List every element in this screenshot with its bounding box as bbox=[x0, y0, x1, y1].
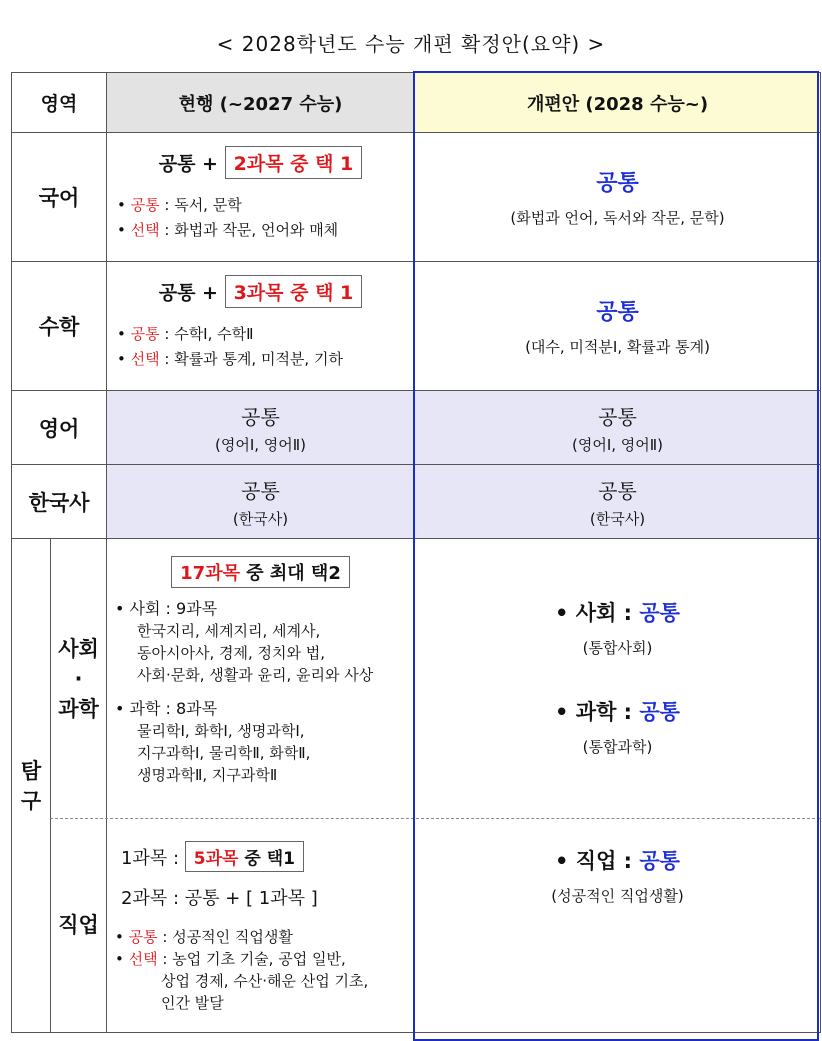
sub-area-science-label: 과학 bbox=[58, 696, 99, 721]
area-inquiry-char1: 탐 bbox=[20, 758, 42, 783]
math-new bbox=[415, 262, 821, 391]
korean-cur-prefix: 공통 + bbox=[158, 152, 225, 175]
new-social-sub: (통합사회) bbox=[582, 639, 653, 657]
vocational-select-line2: 상업 경제, 수산·해운 산업 기초, bbox=[161, 971, 369, 990]
vocational-new bbox=[415, 819, 821, 1033]
sub-area-vocational bbox=[51, 819, 107, 1033]
science-list-1: 물리학Ⅰ, 화학Ⅰ, 생명과학Ⅰ, bbox=[137, 722, 305, 740]
korean-bullet-select: • 선택 : 화법과 작문, 언어와 매체 bbox=[117, 220, 339, 239]
area-inquiry bbox=[12, 539, 51, 1033]
math-new-main: 공통 bbox=[596, 300, 639, 325]
math-bullet-select: • 선택 : 확률과 통계, 미적분, 기하 bbox=[117, 349, 343, 368]
vocational-bullet-common: • 공통 : 성공적인 직업생활 bbox=[115, 927, 293, 946]
sub-area-social-label: 사회 bbox=[58, 636, 99, 661]
math-bullet-common: • 공통 : 수학Ⅰ, 수학Ⅱ bbox=[117, 324, 254, 343]
social-science-box: 17과목 중 최대 택2 bbox=[171, 556, 350, 588]
header-current: 현행 (~2027 수능) bbox=[107, 73, 415, 133]
social-list-3: 사회·문화, 생활과 윤리, 윤리와 사상 bbox=[137, 666, 374, 684]
english-new-sub: (영어Ⅰ, 영어Ⅱ) bbox=[571, 435, 663, 454]
sub-area-social-science bbox=[51, 539, 107, 819]
korean-new bbox=[415, 133, 821, 262]
english-new bbox=[415, 391, 821, 465]
korean-current bbox=[107, 133, 415, 262]
science-head: • 과학 : 8과목 bbox=[115, 699, 218, 718]
korean-new-sub: (화법과 언어, 독서와 작문, 문학) bbox=[510, 209, 725, 227]
social-head: • 사회 : 9과목 bbox=[115, 599, 218, 618]
vocational-line1: 1과목 : 5과목 중 택1 bbox=[107, 841, 414, 872]
science-list-3: 생명과학Ⅱ, 지구과학Ⅱ bbox=[137, 766, 278, 784]
math-current bbox=[107, 262, 415, 391]
vocational-line2: 2과목 : 공통 + [ 1과목 ] bbox=[121, 887, 318, 909]
social-science-new bbox=[415, 539, 821, 819]
social-list-1: 한국지리, 세계지리, 세계사, bbox=[137, 622, 321, 640]
vocational-current bbox=[107, 819, 415, 1033]
area-math: 수학 bbox=[12, 262, 107, 391]
history-new-sub: (한국사) bbox=[589, 509, 646, 528]
vocational-select-line3: 인간 발달 bbox=[161, 993, 224, 1012]
area-history: 한국사 bbox=[12, 465, 107, 539]
science-list-2: 지구과학Ⅰ, 물리학Ⅱ, 화학Ⅱ, bbox=[137, 744, 311, 762]
inquiry-dashed-divider bbox=[50, 818, 820, 819]
history-cur-main: 공통 bbox=[241, 478, 280, 503]
area-inquiry-char2: 구 bbox=[20, 788, 42, 813]
new-science: • 과학 : 공통 bbox=[555, 700, 680, 724]
korean-bullet-common: • 공통 : 독서, 문학 bbox=[117, 195, 242, 214]
history-current bbox=[107, 465, 415, 539]
header-new: 개편안 (2028 수능~) bbox=[415, 73, 821, 133]
social-list-2: 동아시아사, 경제, 정치와 법, bbox=[137, 644, 325, 662]
area-english: 영어 bbox=[12, 391, 107, 465]
header-area: 영역 bbox=[12, 73, 107, 133]
sub-area-dot: · bbox=[74, 666, 83, 691]
sub-area-vocational-label: 직업 bbox=[58, 913, 99, 938]
math-new-sub: (대수, 미적분Ⅰ, 확률과 통계) bbox=[525, 338, 710, 356]
english-new-main: 공통 bbox=[598, 404, 637, 429]
new-social: • 사회 : 공통 bbox=[555, 601, 680, 625]
korean-cur-box: 2과목 중 택 1 bbox=[225, 146, 363, 179]
english-current bbox=[107, 391, 415, 465]
new-vocational: • 직업 : 공통 bbox=[555, 848, 680, 873]
english-cur-main: 공통 bbox=[241, 404, 280, 429]
history-cur-sub: (한국사) bbox=[232, 509, 289, 528]
korean-new-main: 공통 bbox=[596, 171, 639, 196]
english-cur-sub: (영어Ⅰ, 영어Ⅱ) bbox=[214, 435, 306, 454]
math-cur-box: 3과목 중 택 1 bbox=[225, 275, 363, 308]
history-new-main: 공통 bbox=[598, 478, 637, 503]
comparison-table bbox=[11, 72, 821, 1033]
new-science-sub: (통합과학) bbox=[582, 738, 653, 756]
history-new bbox=[415, 465, 821, 539]
page-title: < 2028학년도 수능 개편 확정안(요약) > bbox=[216, 32, 606, 56]
area-korean: 국어 bbox=[12, 133, 107, 262]
new-vocational-sub: (성공적인 직업생활) bbox=[551, 886, 684, 905]
social-science-current bbox=[107, 539, 415, 819]
vocational-bullet-select: • 선택 : 농업 기초 기술, 공업 일반, bbox=[115, 949, 346, 968]
math-cur-prefix: 공통 + bbox=[158, 281, 225, 304]
